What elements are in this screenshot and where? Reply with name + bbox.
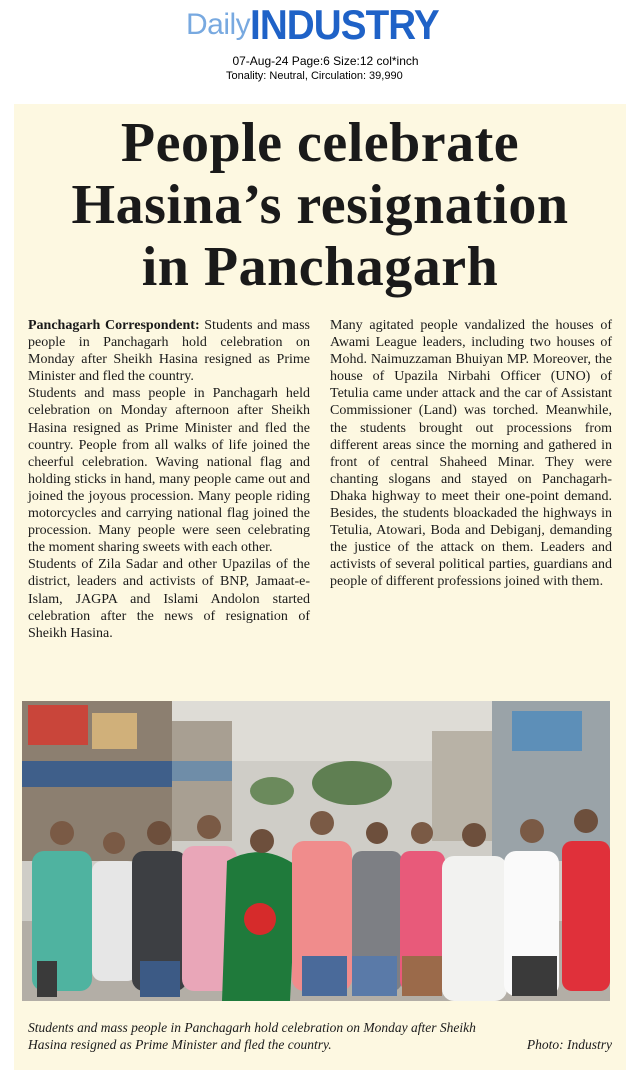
- logo-daily: Daily: [186, 8, 251, 41]
- byline: Panchagarh Correspondent:: [28, 318, 200, 333]
- news-clipping: [14, 104, 626, 1070]
- photo-illustration: [22, 701, 610, 1001]
- lead-text: Students and mass people in Panchagarh hold celebration on Monday after Sheikh Hasina resigned as Prime Minister and fled the country.: [28, 318, 310, 385]
- masthead: [0, 0, 641, 100]
- headline-line-1: People celebrate: [120, 112, 520, 174]
- caption-line-2: [28, 1036, 612, 1053]
- headline-line-2: Hasina’s resignation: [71, 174, 569, 236]
- newspaper-logo: [186, 2, 466, 48]
- article-column-left: [28, 317, 310, 642]
- paragraph-2: Students and mass people in Panchagarh held celebration on Monday afternoon after Sheikh Hasina resigned as Prime Minister and fled the country. People from all walks of life joined the cheerful celebration. Waving national flag and holding sticks in hand, many people came out and joined the joyous procession. Many people riding motorcycles and carrying national flag joined the procession. Many people were seen celebrating the moment sharing sweets with each other.: [28, 386, 310, 556]
- news-photo: [22, 701, 610, 1001]
- caption-text-2: Hasina resigned as Prime Minister and fled the country.: [28, 1037, 332, 1052]
- clip-meta-date-page: 07-Aug-24 Page:6 Size:12 col*inch: [232, 54, 419, 68]
- article-column-right: [330, 317, 612, 591]
- logo-industry: INDUSTRY: [250, 1, 439, 48]
- photo-caption: [28, 1019, 612, 1053]
- photo-credit: Photo: Industry: [526, 1037, 612, 1052]
- clip-meta-tonality: Tonality: Neutral, Circulation: 39,990: [226, 70, 403, 82]
- caption-line-1: Students and mass people in Panchagarh hold celebration on Monday after Sheikh: [28, 1020, 476, 1035]
- headline: [14, 112, 626, 298]
- paragraph-3: Students of Zila Sadar and other Upazilas of the district, leaders and activists of BNP, Jamaat-e-Islam, JAGPA and Islami Andolon started celebration after the news of resignation of Sheikh Hasina.: [28, 557, 310, 641]
- paragraph-4: Many agitated people vandalized the houses of Awami League leaders, including two houses of Mohd. Naimuzzaman Bhuiyan MP. Moreover, the house of Upazila Nirbahi Officer (UNO) of Tetulia came under attack and the car of Assistant Commissioner (Land) was torched. Meanwhile, the students brought out processions from different areas since the morning and gathered in front of central Shaheed Minar. They were chanting slogans and stayed on Panchagarh-Dhaka highway to meet their one-point demand. Besides, the students bloackaded the highways in Tetulia, Atowari, Boda and Debiganj, demanding the justice of the attack on them. Leaders and activists of several political parties, guardians and people of different professions joined with them.: [330, 318, 612, 590]
- lead-paragraph: [28, 317, 310, 385]
- headline-line-3: in Panchagarh: [141, 236, 499, 298]
